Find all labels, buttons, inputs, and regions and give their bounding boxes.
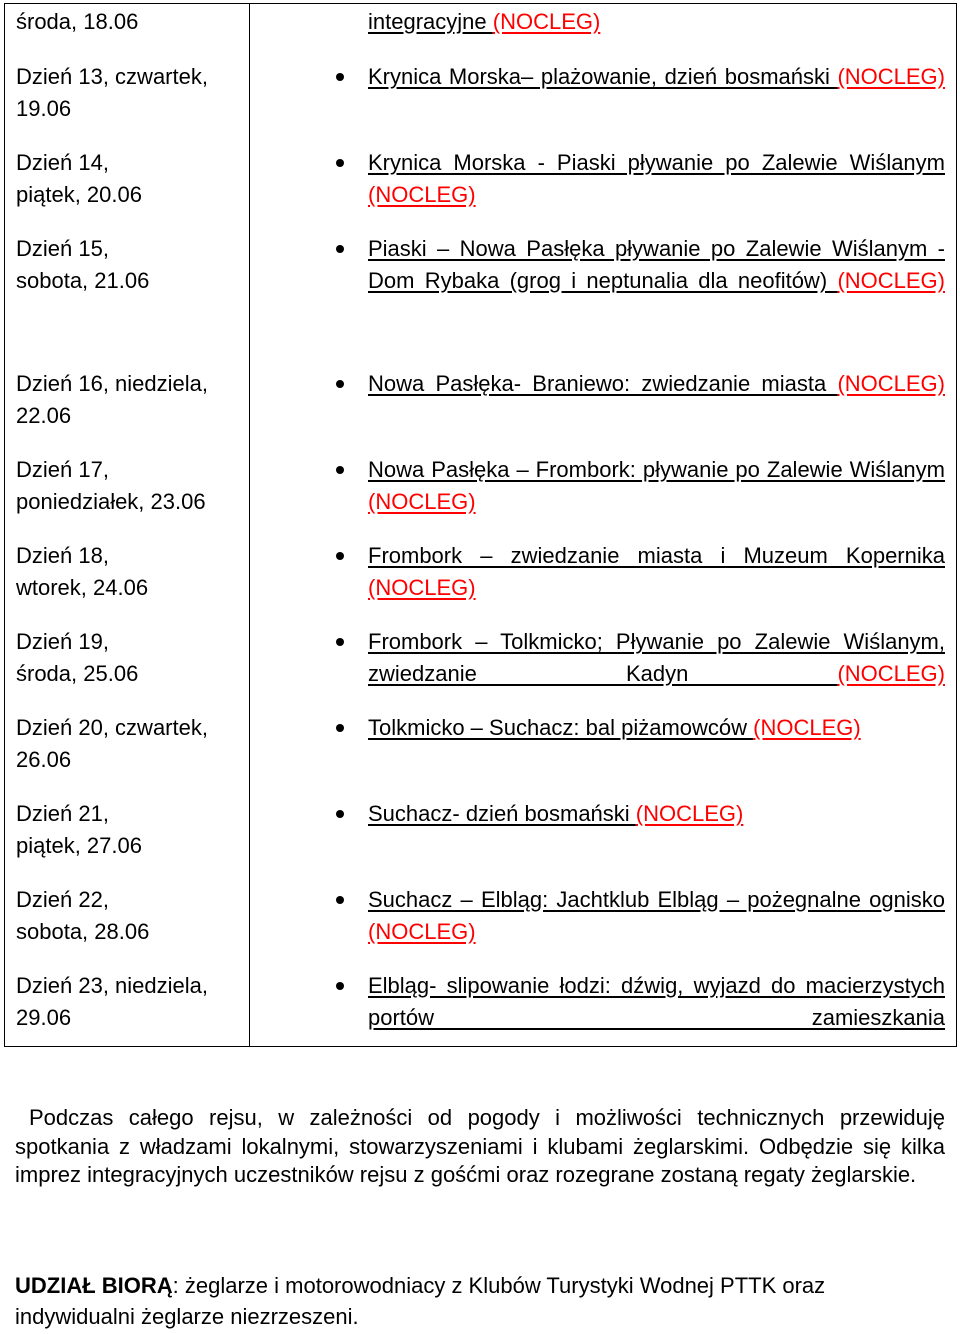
nocleg-label: (NOCLEG): [635, 801, 744, 826]
plan-text: integracyjne: [368, 9, 493, 34]
plan-text: Frombork – zwiedzanie miasta i Muzeum Kopernika: [368, 543, 945, 568]
nocleg-label: (NOCLEG): [368, 575, 476, 600]
plan-text: Suchacz- dzień bosmański: [368, 801, 636, 826]
day-entry: [5, 968, 249, 1046]
nocleg-label: (NOCLEG): [837, 661, 945, 686]
plan-item: [250, 710, 956, 796]
nocleg-label: (NOCLEG): [837, 64, 945, 89]
day-date: piątek, 27.06: [16, 833, 142, 858]
bullet-icon: [336, 638, 344, 646]
schedule-table: [4, 3, 957, 1047]
bullet-icon: [336, 380, 344, 388]
table-row: [5, 4, 957, 1047]
nocleg-label: (NOCLEG): [368, 182, 476, 207]
plan-text: Piaski – Nowa Pasłęka pływanie po Zalewie Wiślanym - Dom Rybaka (grog i neptunalia dla neofitów): [368, 236, 945, 293]
day-label: Dzień 16, niedziela,: [16, 371, 209, 396]
participants-text: : żeglarze i motorowodniacy z Klubów Turystyki Wodnej PTTK oraz indywidualni żeglarze niezrzeszeni.: [15, 1273, 826, 1329]
day-label: Dzień 17,: [16, 457, 109, 482]
nocleg-label: (NOCLEG): [492, 9, 601, 34]
plan-item: [250, 366, 956, 452]
plan-item: [250, 624, 956, 710]
day-entry: [5, 538, 249, 624]
day-date: poniedziałek, 23.06: [16, 489, 206, 514]
bullet-icon: [336, 896, 344, 904]
bullet-icon: [336, 810, 344, 818]
bullet-icon: [336, 466, 344, 474]
nocleg-label: (NOCLEG): [837, 268, 945, 293]
day-entry: [5, 366, 249, 452]
day-entry: [5, 452, 249, 538]
plan-text: Krynica Morska - Piaski pływanie po Zalewie Wiślanym: [368, 150, 945, 175]
nocleg-label: (NOCLEG): [837, 371, 945, 396]
day-entry: [5, 145, 249, 231]
day-label: Dzień 15,: [16, 236, 109, 261]
day-date: 22.06: [16, 403, 72, 428]
day-label: Dzień 21,: [16, 801, 109, 826]
day-label: Dzień 13, czwartek,: [16, 64, 208, 89]
plan-item: [250, 231, 956, 366]
plan-text: Krynica Morska– plażowanie, dzień bosmański: [368, 64, 838, 89]
day-entry: [5, 4, 249, 59]
bullet-icon: [336, 245, 344, 253]
bullet-icon: [336, 724, 344, 732]
day-date: piątek, 20.06: [16, 182, 142, 207]
cruise-description: [15, 1104, 945, 1190]
bullet-icon: [336, 982, 344, 990]
plan-column: [250, 4, 957, 1047]
day-label: Dzień 23, niedziela,: [16, 973, 209, 998]
day-date: środa, 25.06: [16, 661, 139, 686]
days-column: [5, 4, 250, 1047]
plan-text: Suchacz – Elbląg: Jachtklub Elbląg – pożegnalne ognisko: [368, 887, 945, 912]
day-label: Dzień 18,: [16, 543, 109, 568]
day-entry: [5, 624, 249, 710]
day-label: Dzień 14,: [16, 150, 109, 175]
plan-text: Tolkmicko – Suchacz: bal piżamowców: [368, 715, 754, 740]
plan-item: [250, 145, 956, 231]
nocleg-label: (NOCLEG): [368, 919, 476, 944]
day-label: Dzień 22,: [16, 887, 109, 912]
plan-item: [250, 538, 956, 624]
bullet-icon: [336, 552, 344, 560]
plan-item: [250, 59, 956, 145]
plan-item: [250, 882, 956, 968]
plan-item: [250, 968, 956, 1046]
day-entry: [5, 796, 249, 882]
day-entry: [5, 882, 249, 968]
day-entry: [5, 231, 249, 366]
day-label: Dzień 20, czwartek,: [16, 715, 208, 740]
day-label: Dzień 19,: [16, 629, 109, 654]
plan-item: [250, 452, 956, 538]
plan-item: [250, 796, 956, 882]
paragraph-text: Podczas całego rejsu, w zależności od pogody i możliwości technicznych przewiduję spotkania z władzami lokalnymi, stowarzyszeniami i klubami żeglarskimi. Odbędzie się kilka imprez integracyjnych uczestników rejsu z gośćmi oraz rozegrane zostaną regaty żeglarskie.: [15, 1105, 945, 1187]
plan-text: Frombork – Tolkmicko; Pływanie po Zalewie Wiślanym, zwiedzanie Kadyn: [368, 629, 945, 686]
plan-text: Nowa Pasłęka- Braniewo: zwiedzanie miasta: [368, 371, 838, 396]
day-entry: [5, 710, 249, 796]
plan-item: [250, 4, 956, 59]
day-date: 26.06: [16, 747, 72, 772]
bullet-icon: [336, 73, 344, 81]
plan-text: Elbląg- slipowanie łodzi: dźwig, wyjazd do macierzystych portów zamieszkania: [368, 973, 945, 1030]
day-date: 19.06: [16, 96, 72, 121]
day-date: sobota, 21.06: [16, 268, 150, 293]
nocleg-label: (NOCLEG): [753, 715, 861, 740]
participants-note: [15, 1270, 945, 1332]
bullet-icon: [336, 159, 344, 167]
day-date: 29.06: [16, 1005, 72, 1030]
participants-label: UDZIAŁ BIORĄ: [15, 1273, 173, 1298]
day-date: sobota, 28.06: [16, 919, 150, 944]
plan-text: Nowa Pasłęka – Frombork: pływanie po Zalewie Wiślanym: [368, 457, 945, 482]
nocleg-label: (NOCLEG): [368, 489, 476, 514]
day-label: środa, 18.06: [16, 9, 139, 34]
day-date: wtorek, 24.06: [16, 575, 149, 600]
day-entry: [5, 59, 249, 145]
